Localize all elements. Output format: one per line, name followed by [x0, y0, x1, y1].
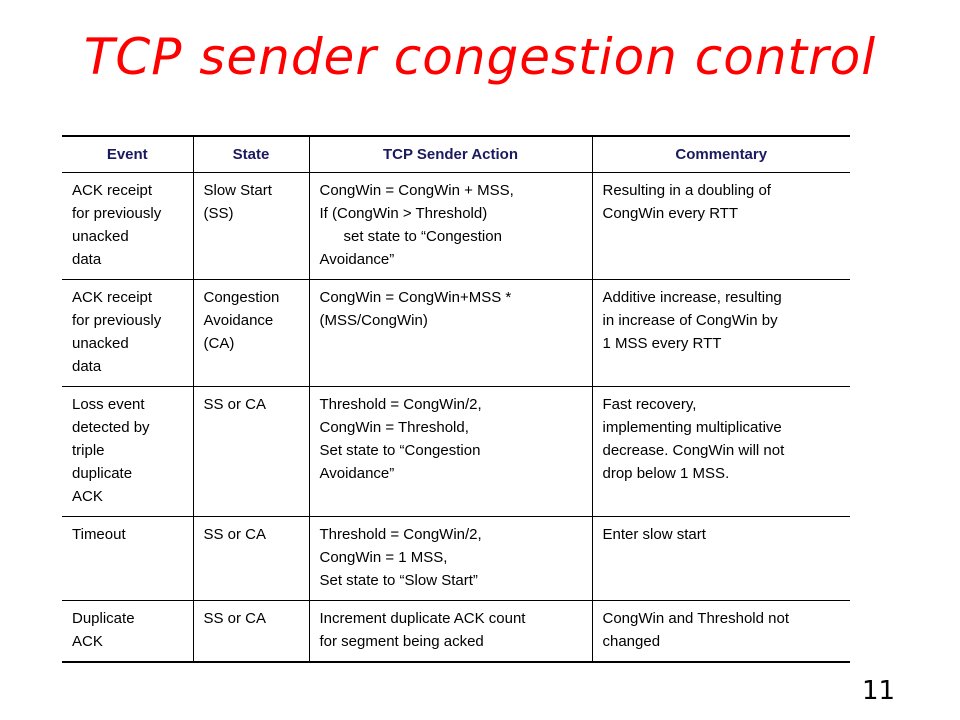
cell-line: ACK: [72, 633, 103, 650]
cell-line: data: [72, 358, 102, 375]
table-row: [62, 601, 850, 663]
action-cell: [309, 280, 592, 387]
cell-line: triple: [72, 442, 105, 459]
cell-line: detected by: [72, 419, 150, 436]
cell-line: CongWin = Threshold,: [319, 419, 469, 436]
header-state: State: [193, 136, 309, 173]
cell-line: decrease. CongWin will not: [602, 442, 785, 459]
cell-line: Threshold = CongWin/2,: [319, 396, 482, 413]
cell-line: drop below 1 MSS.: [602, 465, 730, 482]
state-cell: [193, 173, 309, 280]
commentary-cell: [592, 280, 850, 387]
page-number: 11: [862, 676, 896, 706]
header-action: TCP Sender Action: [309, 136, 592, 173]
cell-line: CongWin = 1 MSS,: [319, 549, 448, 566]
table-row: [62, 173, 850, 280]
event-cell: [62, 387, 193, 517]
cell-line: Avoidance”: [319, 251, 395, 268]
event-cell: [62, 280, 193, 387]
cell-line: for previously: [72, 312, 162, 329]
event-cell: [62, 173, 193, 280]
cell-line: Additive increase, resulting: [602, 289, 782, 306]
event-cell: [62, 517, 193, 601]
cell-line: ACK receipt: [72, 289, 153, 306]
cell-line: Increment duplicate ACK count: [319, 610, 526, 627]
table-header-row: [62, 136, 850, 173]
cell-line: If (CongWin > Threshold): [319, 205, 488, 222]
congestion-control-table: [62, 135, 850, 663]
cell-line: unacked: [72, 228, 129, 245]
cell-line: Timeout: [72, 526, 126, 543]
state-cell: [193, 387, 309, 517]
header-commentary: Commentary: [592, 136, 850, 173]
commentary-cell: [592, 601, 850, 663]
cell-line: Set state to “Slow Start”: [319, 572, 478, 589]
cell-line: Duplicate: [72, 610, 135, 627]
cell-line: Avoidance: [203, 312, 274, 329]
cell-line: Threshold = CongWin/2,: [319, 526, 482, 543]
cell-line: Slow Start: [203, 182, 272, 199]
cell-line: Fast recovery,: [602, 396, 697, 413]
commentary-cell: [592, 517, 850, 601]
cell-line: in increase of CongWin by: [602, 312, 778, 329]
cell-line: Avoidance”: [319, 465, 395, 482]
cell-line: changed: [602, 633, 661, 650]
table-row: [62, 517, 850, 601]
state-cell: [193, 601, 309, 663]
cell-line: data: [72, 251, 102, 268]
table-row: [62, 387, 850, 517]
state-cell: [193, 517, 309, 601]
cell-line: CongWin = CongWin+MSS *: [319, 289, 512, 306]
action-cell: [309, 517, 592, 601]
commentary-cell: [592, 387, 850, 517]
table-row: [62, 280, 850, 387]
action-cell: [309, 387, 592, 517]
cell-line: Loss event: [72, 396, 145, 413]
cell-line: set state to “Congestion: [343, 228, 502, 245]
cell-line: CongWin every RTT: [602, 205, 739, 222]
cell-line: ACK receipt: [72, 182, 153, 199]
cell-line: (SS): [203, 205, 234, 222]
cell-line: CongWin and Threshold not: [602, 610, 790, 627]
cell-line: (MSS/CongWin): [319, 312, 428, 329]
slide-title: TCP sender congestion control: [83, 28, 877, 86]
cell-line: SS or CA: [203, 396, 267, 413]
cell-line: Resulting in a doubling of: [602, 182, 771, 199]
cell-line: for segment being acked: [319, 633, 484, 650]
cell-line: (CA): [203, 335, 235, 352]
cell-line: for previously: [72, 205, 162, 222]
cell-line: duplicate: [72, 465, 133, 482]
cell-line: SS or CA: [203, 526, 267, 543]
cell-line: Enter slow start: [602, 526, 706, 543]
header-event: Event: [62, 136, 193, 173]
action-cell: [309, 601, 592, 663]
cell-line: unacked: [72, 335, 129, 352]
action-cell: [309, 173, 592, 280]
cell-line: ACK: [72, 488, 103, 505]
cell-line: CongWin = CongWin + MSS,: [319, 182, 514, 199]
event-cell: [62, 601, 193, 663]
cell-line: 1 MSS every RTT: [602, 335, 722, 352]
cell-line: Congestion: [203, 289, 280, 306]
cell-line: implementing multiplicative: [602, 419, 782, 436]
commentary-cell: [592, 173, 850, 280]
cell-line: Set state to “Congestion: [319, 442, 481, 459]
state-cell: [193, 280, 309, 387]
cell-line: SS or CA: [203, 610, 267, 627]
